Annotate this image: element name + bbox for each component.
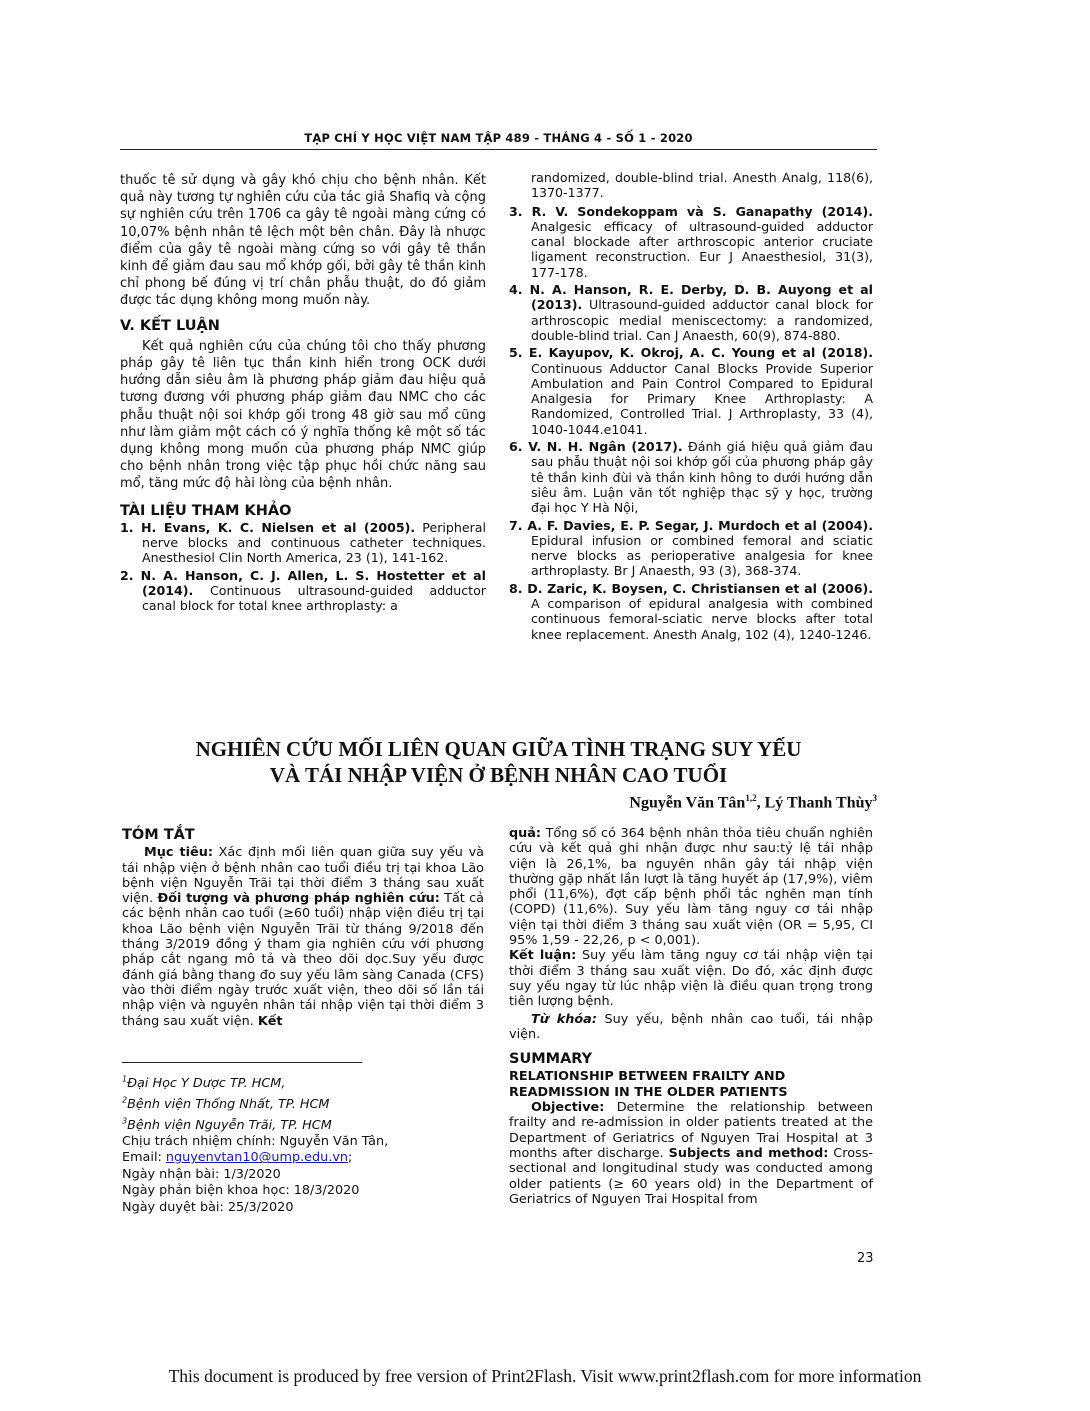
references-heading: TÀI LIỆU THAM KHẢO	[120, 502, 292, 519]
summary-heading: SUMMARY	[509, 1051, 593, 1068]
article-title	[120, 736, 877, 788]
reference-authors: 7. A. F. Davies, E. P. Segar, J. Murdoch et al (2004).	[509, 517, 873, 533]
abstract-vietnamese	[122, 828, 484, 1029]
email-line	[122, 1150, 484, 1166]
result-text: Tổng số có 364 bệnh nhân thỏa tiêu chuẩn nghiên cứu và kết quả ghi nhận được như sau:tỷ lệ tái nhập viện là 26,1%, ba nguyên nhân gây tái nhập viện thường gặp nhất lần lượt là tăng huyết áp (17,9%), viêm phổi (11,6%), đợt cấp bệnh phổi tắc nghẽn mạn tính (COPD) (11,6%). Suy yếu làm tăng nguy cơ tái nhập viện tại thời điểm 3 tháng sau xuất viện (OR = 5,95, CI 95% 1,59 - 22,26, p < 0,001).	[509, 826, 873, 949]
abstract-continued	[509, 826, 873, 1207]
reference-2	[120, 568, 486, 614]
conclusion-paragraph: Kết quả nghiên cứu của chúng tôi cho thấy phương pháp gây tê liên tục thần kinh hiển trong OCK dưới hướng dẫn siêu âm là phương pháp giảm đau hiệu quả tương đương với phương pháp giảm đau NMC cho các phẫu thuật nội soi khớp gối trong 48 giờ sau mổ cũng như làm giảm một cách có ý nghĩa thống kê một số tác dụng không mong muốn của phương pháp NMC giúp cho bệnh nhân trong việc tập phục hồi chức năng sau mổ, tăng mức độ hài lòng của bệnh nhân.	[120, 338, 486, 492]
summary-title	[509, 1069, 873, 1100]
print2flash-footer: This document is produced by free version of Print2Flash. Visit www.print2flash.com for more information	[168, 1366, 922, 1386]
reference-5	[509, 345, 873, 437]
author-affiliation: 1,2	[745, 793, 757, 803]
author-affiliation: 3	[872, 793, 877, 803]
abstract-body	[122, 845, 484, 1029]
objective-text: Determine the relationship between frailty and re-admission in older patients treated at the Department of Geriatrics of Nguyen Trai Hospital at 3 months after discharge.	[509, 1100, 873, 1161]
reference-7	[509, 518, 873, 579]
summary-body	[509, 1100, 873, 1207]
author-separator: ,	[756, 794, 765, 812]
review-date: Ngày phản biện khoa học: 18/3/2020	[122, 1183, 360, 1199]
objective-text: Xác định mối liên quan giữa suy yếu và tái nhập viện ở bệnh nhân cao tuổi điều trị tại khoa Lão bệnh viện Nguyễn Trãi tại thời điểm 3 tháng sau xuất viện.	[122, 845, 484, 907]
article-title-line: VÀ TÁI NHẬP VIỆN Ở BỆNH NHÂN CAO TUỔI	[269, 763, 728, 787]
conclusion-heading: V. KẾT LUẬN	[120, 317, 220, 334]
summary-title-line: RELATIONSHIP BETWEEN FRAILTY AND	[509, 1069, 786, 1085]
email-link[interactable]: nguyenvtan10@ump.edu.vn	[165, 1150, 349, 1166]
affiliation-number: 1	[122, 1075, 128, 1084]
journal-header: TẠP CHÍ Y HỌC VIỆT NAM TẬP 489 - THÁNG 4 - SỐ 1 - 2020	[304, 131, 693, 145]
reference-authors: 4. N. A. Hanson, R. E. Derby, D. B. Auyong et al (2013).	[509, 282, 873, 313]
result-label: Kết	[257, 1013, 283, 1029]
conclusion-label: Kết luận:	[509, 948, 577, 964]
responsible-author: Chịu trách nhiệm chính: Nguyễn Văn Tân,	[122, 1134, 389, 1150]
reference-authors: 1. H. Evans, K. C. Nielsen et al (2005).	[120, 519, 416, 535]
method-text: Cross-sectional and longitudinal study was conducted among older patients (≥ 60 years old) in the Department of Geriatrics of Nguyen Trai Hospital from	[509, 1145, 873, 1207]
keywords-label: Từ khóa:	[531, 1011, 597, 1027]
email-label: Email:	[122, 1150, 166, 1166]
reference-8	[509, 581, 873, 642]
author-name: Nguyễn Văn Tân	[629, 794, 746, 812]
reference-text: Continuous Adductor Canal Blocks Provide Superior Ambulation and Pain Control Compared to Epidural Analgesia for Primary Knee Arthroplasty: A Randomized, Controlled Trial. J Arthroplasty, 33 (4), 1040-1044.e1041.	[531, 360, 873, 437]
author-name: Lý Thanh Thùy	[764, 794, 873, 812]
affiliation-number: 2	[122, 1095, 128, 1105]
affiliation: Bệnh viện Thống Nhất, TP. HCM	[127, 1096, 330, 1112]
footnotes	[122, 1072, 484, 1216]
affiliation: Đại Học Y Dược TP. HCM,	[127, 1076, 286, 1092]
article-authors	[629, 793, 877, 812]
objective-label: Mục tiêu:	[144, 845, 213, 861]
reference-1	[120, 520, 486, 566]
reference-text: Epidural infusion or combined femoral and sciatic nerve blocks as perioperative analgesia for knee arthroplasty. Br J Anaesth, 93 (3), 368-374.	[531, 532, 873, 579]
affiliation: Bệnh viện Nguyễn Trãi, TP. HCM	[127, 1117, 332, 1133]
conclusion-text: Suy yếu làm tăng nguy cơ tái nhập viện tại thời điểm 3 tháng sau xuất viện. Do đó, xác định được suy yếu ngay từ lúc nhập viện là điều quan trọng trong tiên lượng bệnh.	[509, 948, 873, 1010]
article-title-line: NGHIÊN CỨU MỐI LIÊN QUAN GIỮA TÌNH TRẠNG SUY YẾU	[195, 737, 802, 761]
affiliation-number: 3	[122, 1116, 128, 1126]
reference-4	[509, 282, 873, 343]
reference-text: A comparison of epidural analgesia with combined continuous femoral-sciatic nerve blocks after total knee replacement. Anesth Analg, 102 (4), 1240-1246.	[531, 596, 873, 642]
keywords	[509, 1012, 873, 1043]
abstract-heading: TÓM TẮT	[122, 827, 195, 843]
reference-text: Peripheral nerve blocks and continuous catheter techniques. Anesthesiol Clin North America, 23 (1), 141-162.	[142, 519, 486, 566]
reference-authors: 8. D. Zaric, K. Boysen, C. Christiansen et al (2006).	[509, 580, 873, 596]
page-number: 23	[857, 1251, 874, 1266]
method-label: Subjects and method:	[668, 1145, 829, 1161]
reference-text: Analgesic efficacy of ultrasound-guided adductor canal blockade after arthroscopic anterior cruciate ligament reconstruction. Eur J Anaesthesiol, 31(3), 177-178.	[531, 218, 873, 280]
objective-label: Objective:	[531, 1100, 605, 1116]
footnote-rule	[122, 1062, 362, 1063]
received-date: Ngày nhận bài: 1/3/2020	[122, 1166, 281, 1182]
summary-title-line: READMISSION IN THE OLDER PATIENTS	[509, 1084, 788, 1100]
left-column	[120, 172, 486, 616]
reference-authors: 2. N. A. Hanson, C. J. Allen, L. S. Hostetter et al (2014).	[120, 567, 486, 599]
reference-authors: 3. R. V. Sondekoppam và S. Ganapathy (2014).	[509, 203, 873, 219]
reference-text: Ultrasound-guided adductor canal block for arthroscopic medial meniscectomy: a randomized, double-blind trial. Can J Anaesth, 60(9), 874-880.	[531, 297, 873, 343]
result-label: quả:	[509, 826, 542, 841]
method-text: Tất cả các bệnh nhân cao tuổi (≥60 tuổi) nhập viện điều trị tại khoa Lão bệnh viện Nguyễn Trãi từ tháng 9/2018 đến tháng 3/2019 đồng ý tham gia nghiên cứu với phương pháp cắt ngang mô tả và theo dõi dọc.Suy yếu được đánh giá bằng thang đo suy yếu lâm sàng Canada (CFS) vào thời điểm ngày trước xuất viện, theo dõi số lần tái nhập viện và nguyên nhân tái nhập viện tại thời điểm 3 tháng sau xuất viện.	[122, 891, 484, 1029]
reference-3	[509, 204, 873, 280]
result-paragraph	[509, 826, 873, 1010]
reference-6	[509, 439, 873, 515]
reference-authors: 6. V. N. H. Ngân (2017).	[509, 439, 683, 455]
reference-authors: 5. E. Kayupov, K. Okroj, A. C. Young et al (2018).	[509, 345, 873, 361]
keywords-text: Suy yếu, bệnh nhân cao tuổi, tái nhập viện.	[509, 1011, 873, 1042]
reference-2-continued: randomized, double-blind trial. Anesth Analg, 118(6), 1370-1377.	[531, 170, 873, 201]
right-column	[509, 170, 873, 644]
approval-date: Ngày duyệt bài: 25/3/2020	[122, 1199, 294, 1215]
reference-text: Đánh giá hiệu quả giảm đau sau phẫu thuật nội soi khớp gối của phương pháp gây tê thần kinh đùi và thần kinh hông to dưới hướng dẫn siêu âm. Luận văn tốt nghiệp thạc sỹ y học, trường đại học Y Hà Nội,	[531, 439, 874, 516]
method-label: Đối tượng và phương pháp nghiên cứu:	[157, 891, 440, 907]
reference-text: Continuous ultrasound-guided adductor canal block for total knee arthroplasty: a	[142, 583, 486, 614]
email-suffix: ;	[348, 1150, 353, 1166]
discussion-paragraph: thuốc tê sử dụng và gây khó chịu cho bệnh nhân. Kết quả này tương tự nghiên cứu của tác giả Shafiq và cộng sự nghiên cứu trên 1706 ca gây tê ngoài màng cứng có 10,07% bệnh nhân tê lệch một bên chân. Đây là nhược điểm của gây tê ngoài màng cứng so với gây tê thần kinh để giảm đau sau mổ khớp gối, bởi gây tê thần kinh chỉ phong bế đúng vị trí chân phẫu thuật, do đó giảm được tác dụng không mong muốn này.	[120, 173, 486, 309]
header-rule	[120, 149, 877, 150]
